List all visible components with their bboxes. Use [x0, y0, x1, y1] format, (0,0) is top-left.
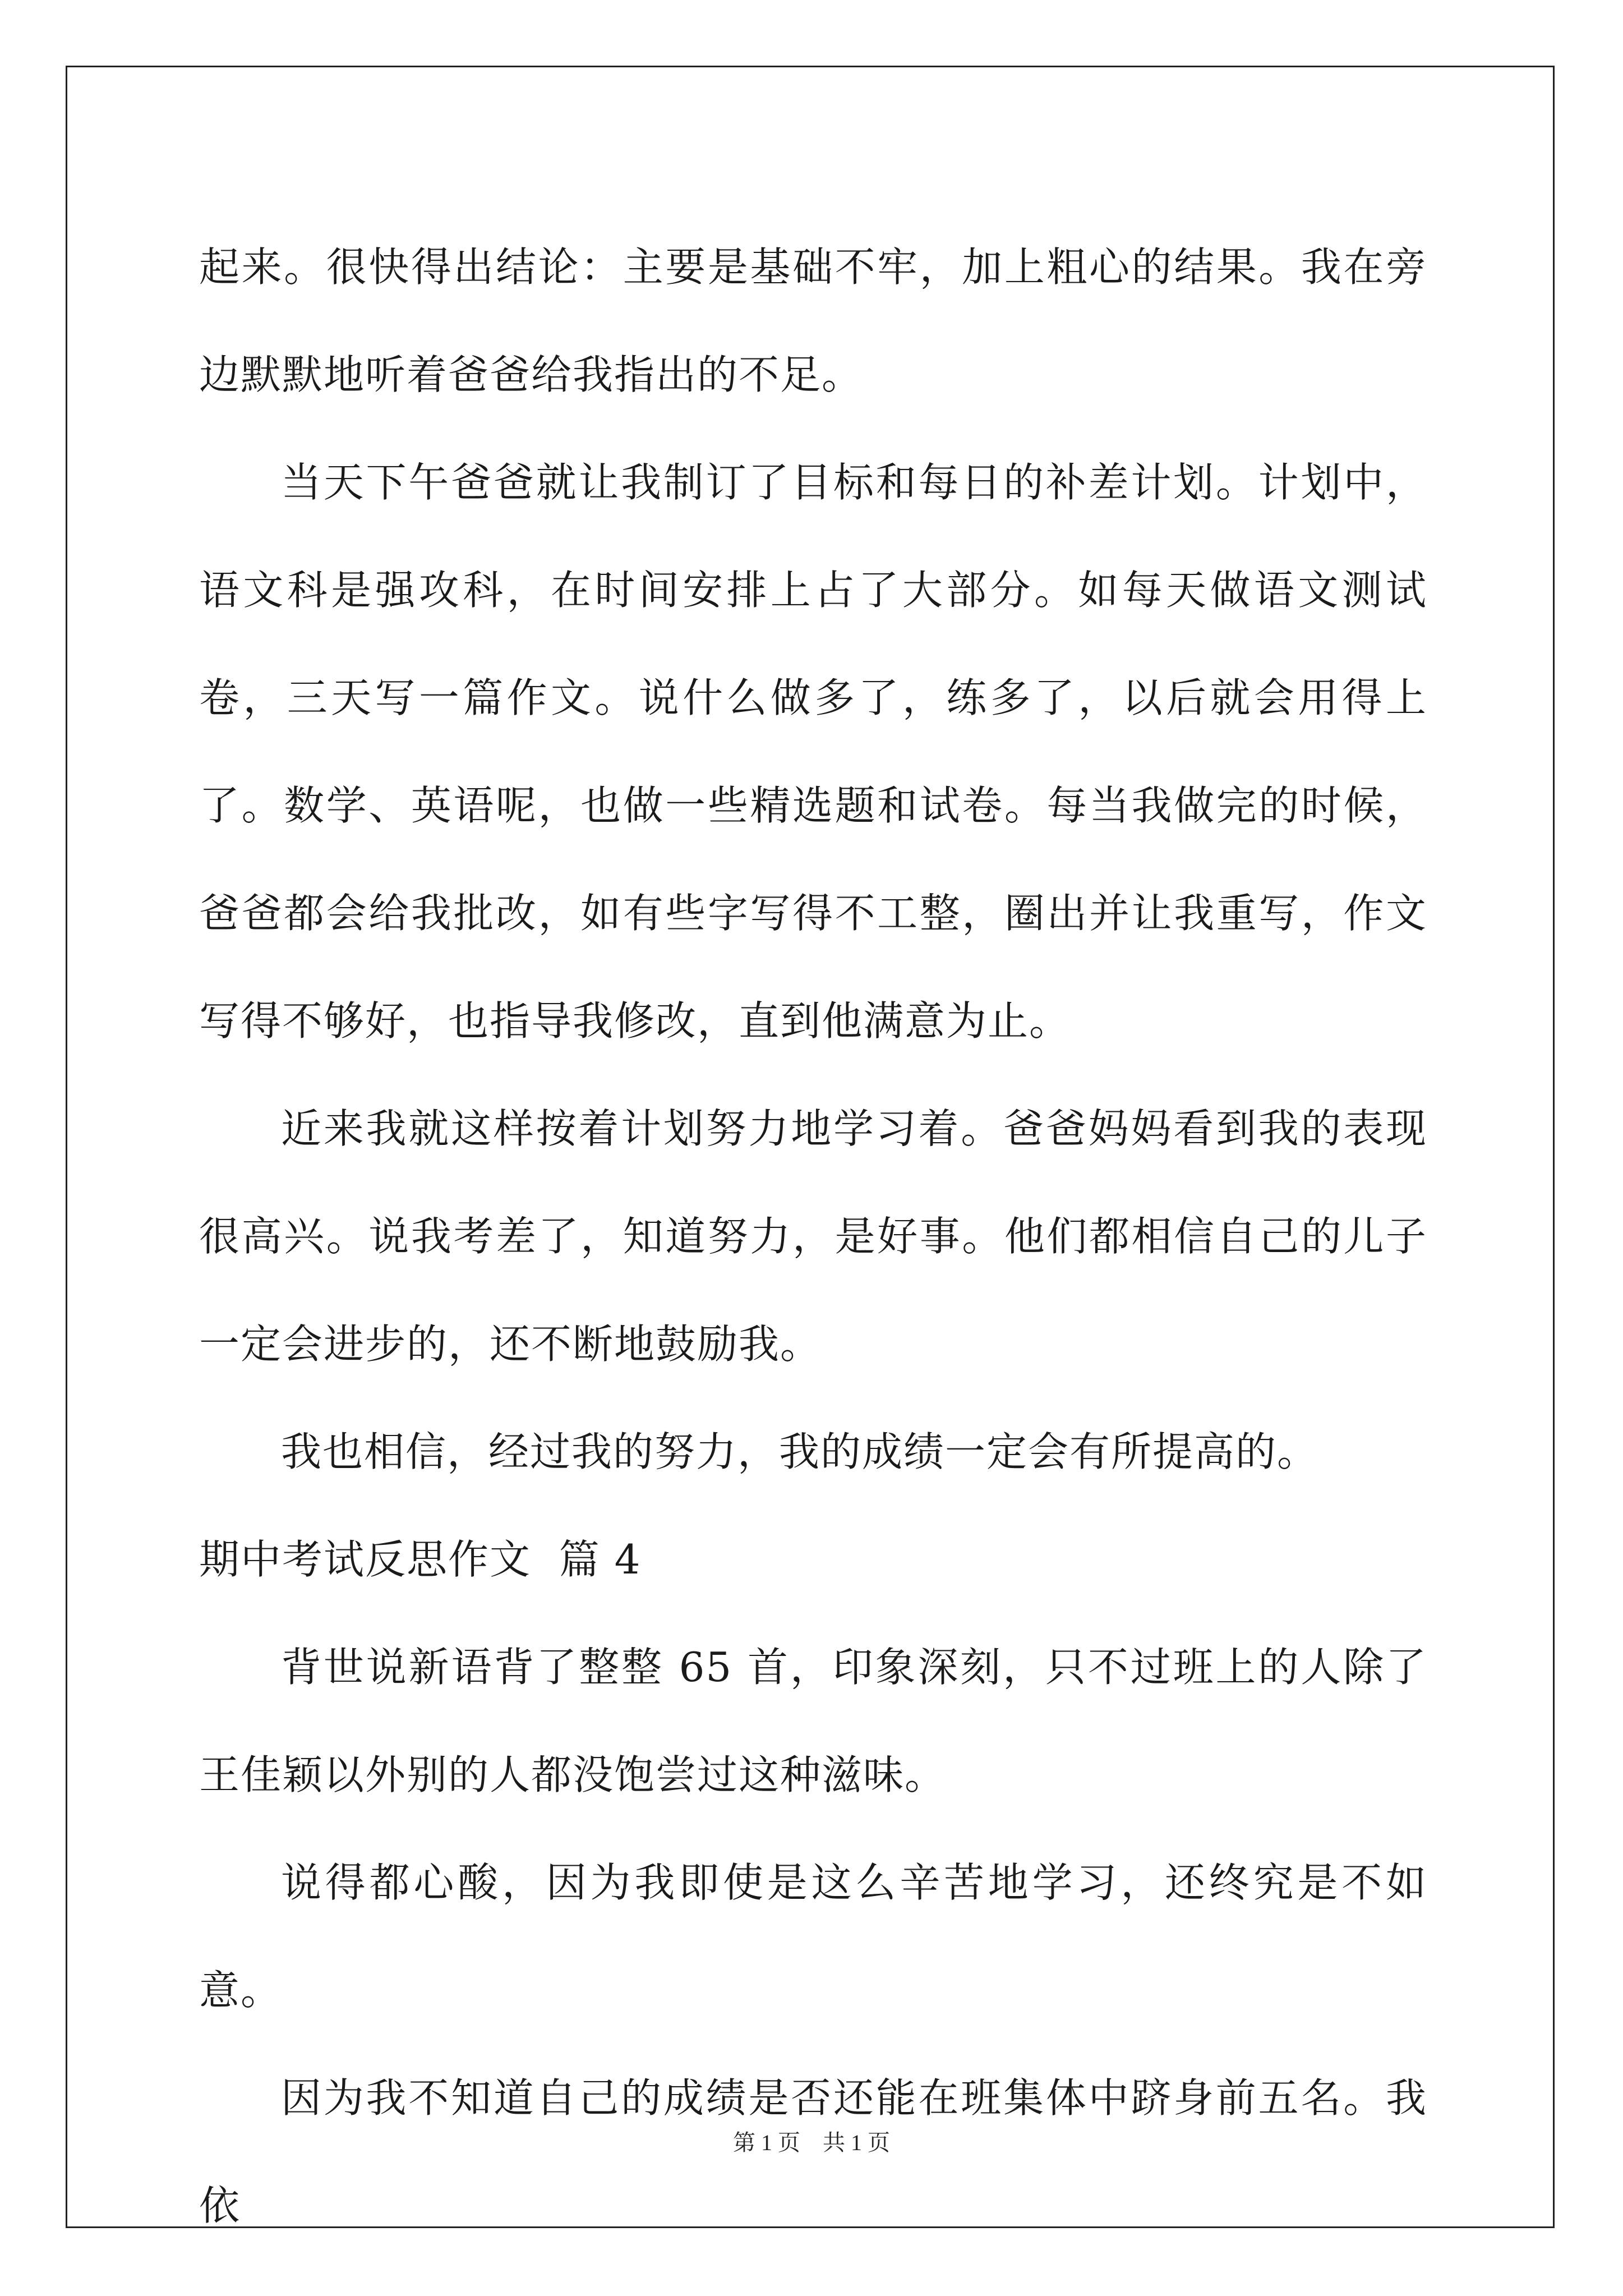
page-footer	[0, 2126, 1623, 2160]
section-heading: 期中考试反思作文 篇 4	[199, 1536, 642, 1583]
paragraph-2: 当天下午爸爸就让我制订了目标和每日的补差计划。计划中，语文科是强攻科，在时间安排上占了大部分。如每天做语文测试卷，三天写一篇作文。说什么做多了，练多了，以后就会用得上了。数学、英语呢，也做一些精选题和试卷。每当我做完的时候，爸爸都会给我批改，如有些字写得不工整，圈出并让我重写，作文写得不够好，也指导我修改，直到他满意为止。	[199, 459, 1427, 1045]
paragraph-1: 起来。很快得出结论：主要是基础不牢，加上粗心的结果。我在旁边默默地听着爸爸给我指出的不足。	[199, 243, 1427, 398]
page-total: 共 1 页	[823, 2130, 890, 2155]
document-body	[199, 213, 1427, 2260]
paragraph-6: 说得都心酸，因为我即使是这么辛苦地学习，还终究是不如意。	[199, 1859, 1427, 2014]
page-number: 第 1 页	[733, 2130, 800, 2155]
paragraph-4: 我也相信，经过我的努力，我的成绩一定会有所提高的。	[281, 1428, 1319, 1475]
paragraph-5: 背世说新语背了整整 65 首，印象深刻，只不过班上的人除了王佳颖以外别的人都没饱尝过这种滋味。	[199, 1644, 1427, 1798]
paragraph-7: 因为我不知道自己的成绩是否还能在班集体中跻身前五名。我依	[199, 2074, 1427, 2229]
paragraph-3: 近来我就这样按着计划努力地学习着。爸爸妈妈看到我的表现很高兴。说我考差了，知道努力，是好事。他们都相信自己的儿子一定会进步的，还不断地鼓励我。	[199, 1105, 1427, 1368]
